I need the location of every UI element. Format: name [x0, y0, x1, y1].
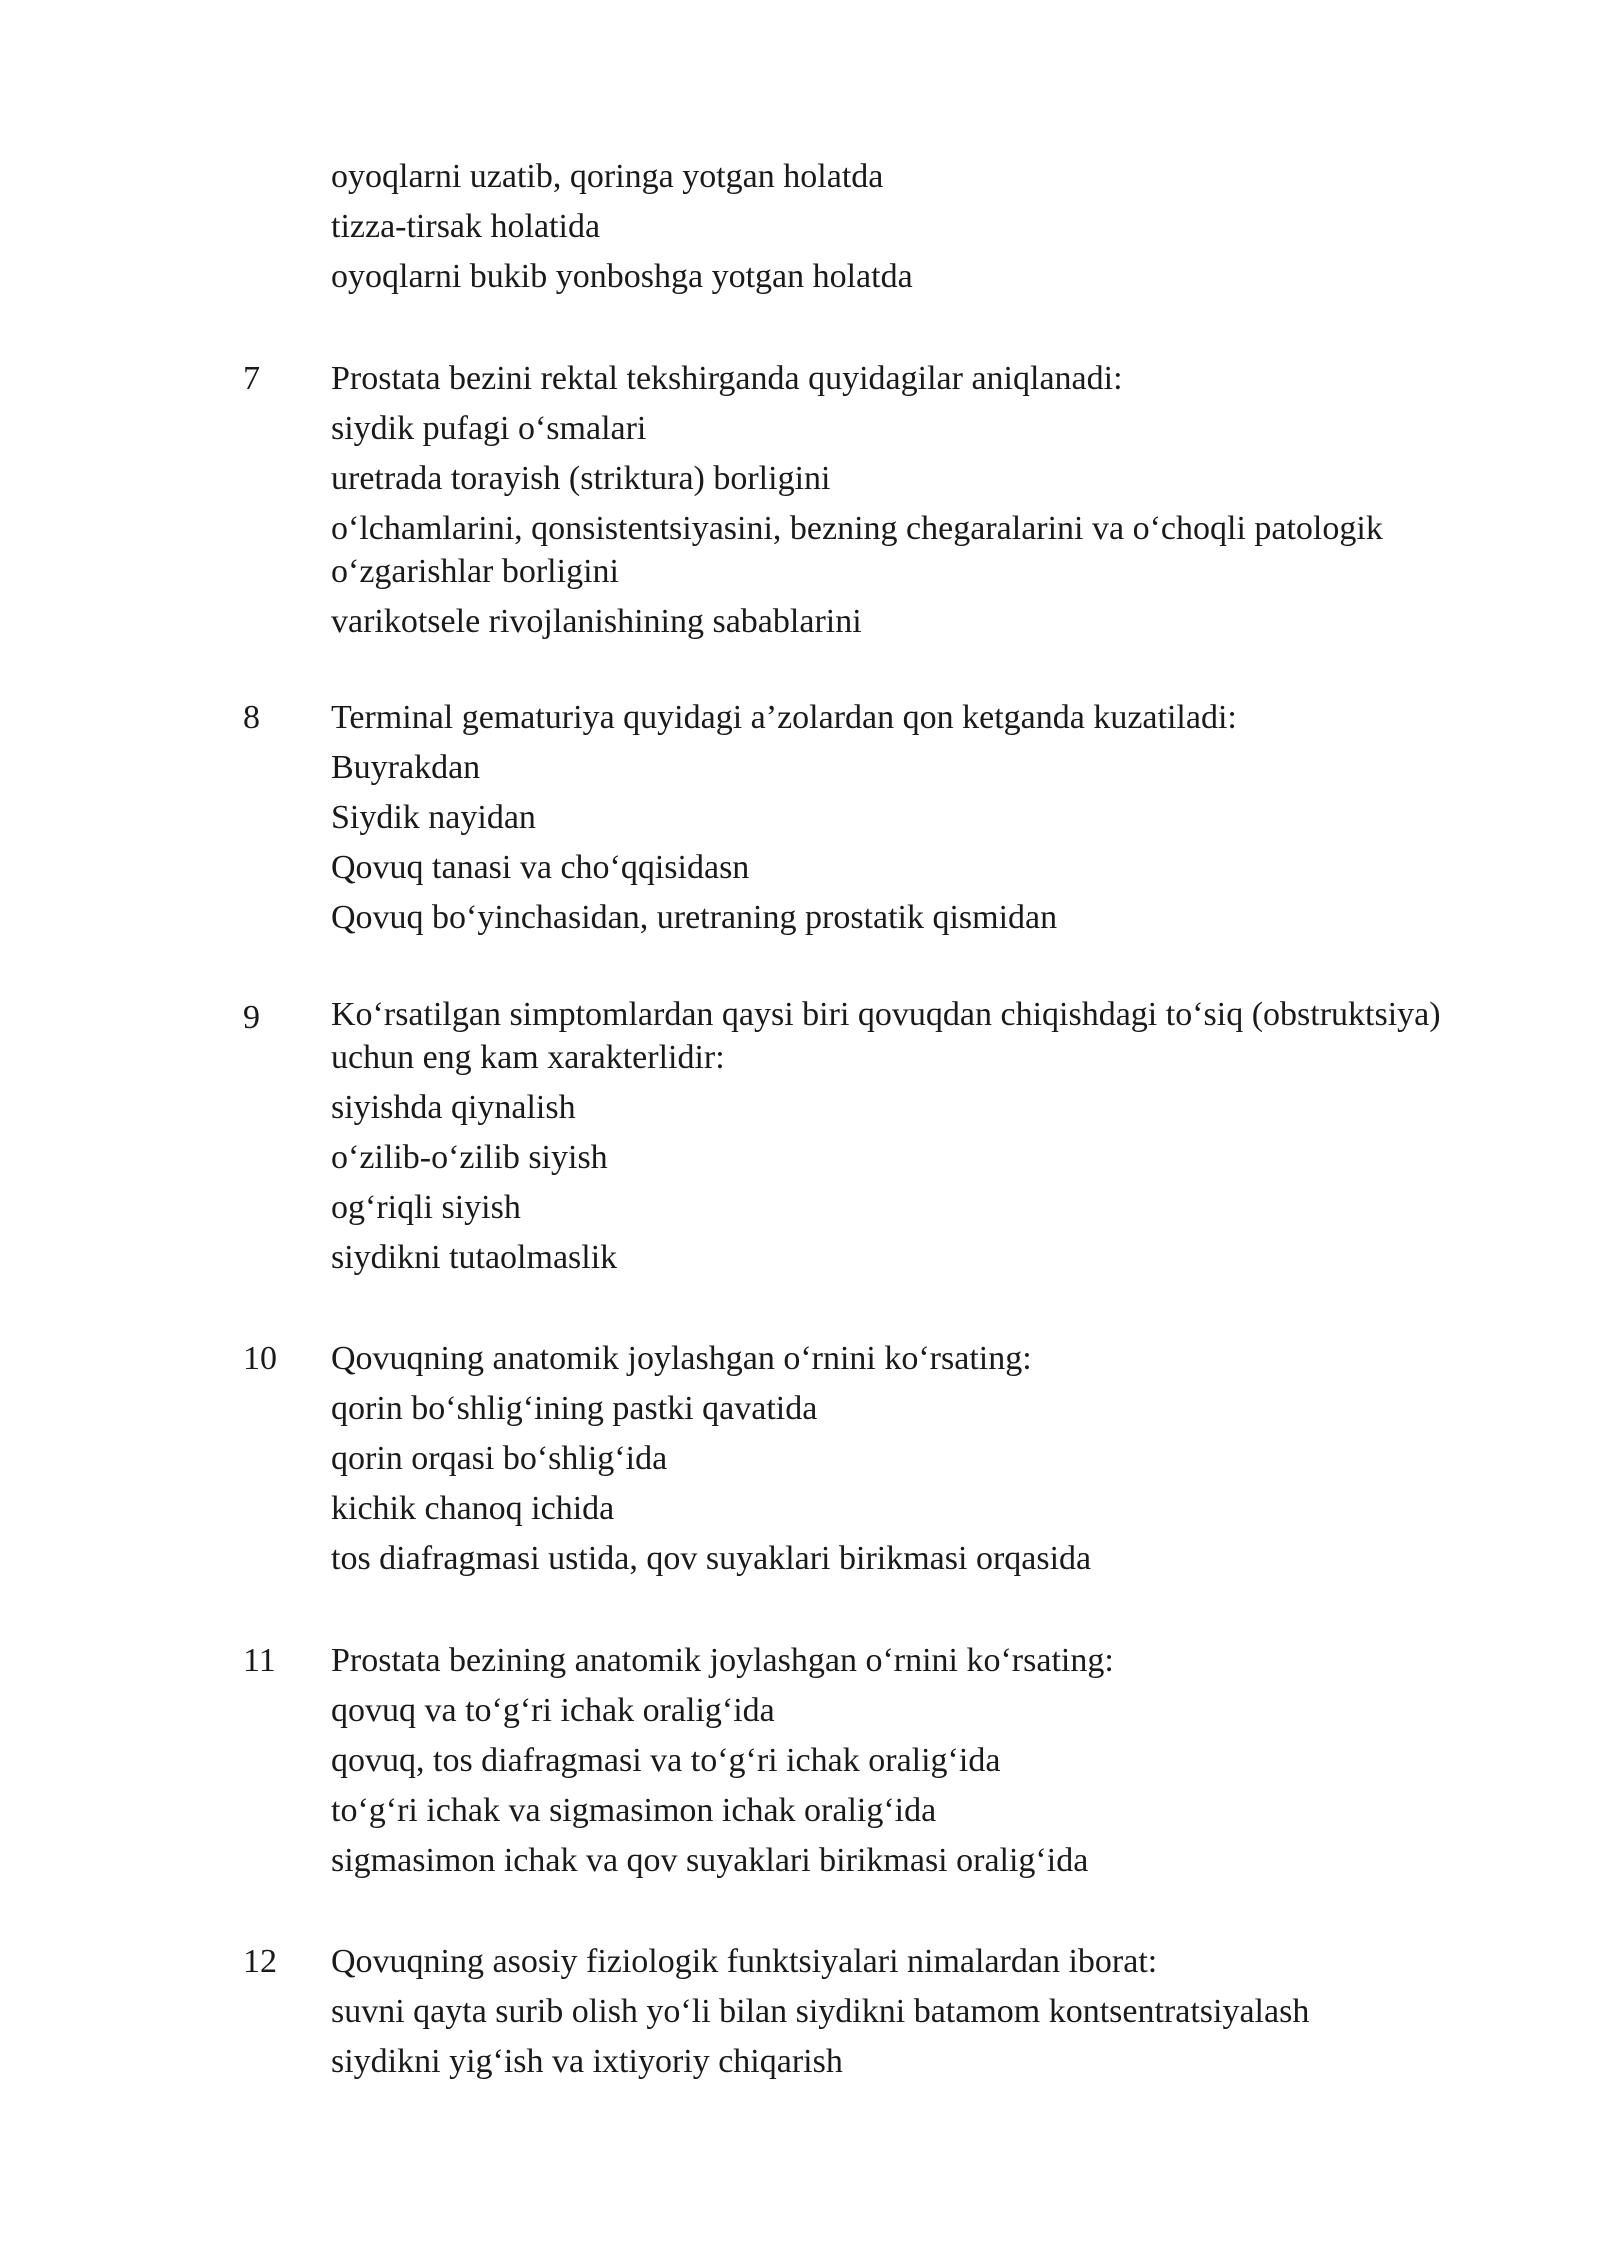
question-text: Qovuqning anatomik joylashgan o‘rnini ko‘rsating:	[331, 1340, 1032, 1377]
option-line: o‘lchamlarini, qonsistentsiyasini, bezning chegaralarini va o‘choqli patologik o‘zgarishlar borligini	[331, 510, 1383, 590]
option-line: siydikni yig‘ish va ixtiyoriy chiqarish	[331, 2043, 843, 2080]
option-line: og‘riqli siyish	[331, 1189, 521, 1226]
option-line: sigmasimon ichak va qov suyaklari birikmasi oralig‘ida	[331, 1842, 1089, 1879]
option-line: qorin orqasi bo‘shlig‘ida	[331, 1440, 668, 1477]
option-line: to‘g‘ri ichak va sigmasimon ichak oralig‘ida	[331, 1792, 937, 1829]
option-line: Qovuq bo‘yinchasidan, uretraning prostatik qismidan	[331, 899, 1058, 936]
question-text: Qovuqning asosiy fiziologik funktsiyalari nimalardan iborat:	[331, 1943, 1158, 1980]
option-line: oyoqlarni bukib yonboshga yotgan holatda	[331, 258, 913, 295]
question-number: 11	[243, 1642, 276, 1679]
option-line: o‘zilib-o‘zilib siyish	[331, 1139, 608, 1176]
question-number: 9	[243, 999, 260, 1036]
question-number: 12	[243, 1943, 277, 1980]
question-number: 8	[243, 699, 260, 736]
option-line: Buyrakdan	[331, 749, 481, 786]
option-line: oyoqlarni uzatib, qoringa yotgan holatda	[331, 158, 884, 195]
option-line: siydikni tutaolmaslik	[331, 1239, 618, 1276]
option-line: suvni qayta surib olish yo‘li bilan siydikni batamom kontsentratsiyalash	[331, 1993, 1310, 2030]
option-line: Siydik nayidan	[331, 799, 536, 836]
option-line: qorin bo‘shlig‘ining pastki qavatida	[331, 1390, 818, 1427]
question-text: Prostata bezini rektal tekshirganda quyidagilar aniqlanadi:	[331, 360, 1123, 397]
option-line: Qovuq tanasi va cho‘qqisidasn	[331, 849, 750, 886]
option-line: kichik chanoq ichida	[331, 1490, 615, 1527]
option-line: tizza-tirsak holatida	[331, 208, 601, 245]
question-number: 10	[243, 1340, 277, 1377]
option-line: siydik pufagi o‘smalari	[331, 410, 647, 447]
question-text: Terminal gematuriya quyidagi a’zolardan qon ketganda kuzatiladi:	[331, 699, 1237, 736]
option-line: uretrada torayish (striktura) borligini	[331, 460, 831, 497]
question-text: Ko‘rsatilgan simptomlardan qaysi biri qovuqdan chiqishdagi to‘siq (obstruktsiya) uchun eng kam xarakterlidir:	[331, 996, 1441, 1076]
option-line: qovuq va to‘g‘ri ichak oralig‘ida	[331, 1692, 775, 1729]
option-line: qovuq, tos diafragmasi va to‘g‘ri ichak oralig‘ida	[331, 1742, 1001, 1779]
continued-options	[331, 152, 1481, 302]
question-number: 7	[243, 360, 260, 397]
option-line: varikotsele rivojlanishining sabablarini	[331, 603, 862, 640]
option-line: tos diafragmasi ustida, qov suyaklari birikmasi orqasida	[331, 1540, 1092, 1577]
option-line: siyishda qiynalish	[331, 1089, 576, 1126]
question-text: Prostata bezining anatomik joylashgan o‘rnini ko‘rsating:	[331, 1642, 1114, 1679]
